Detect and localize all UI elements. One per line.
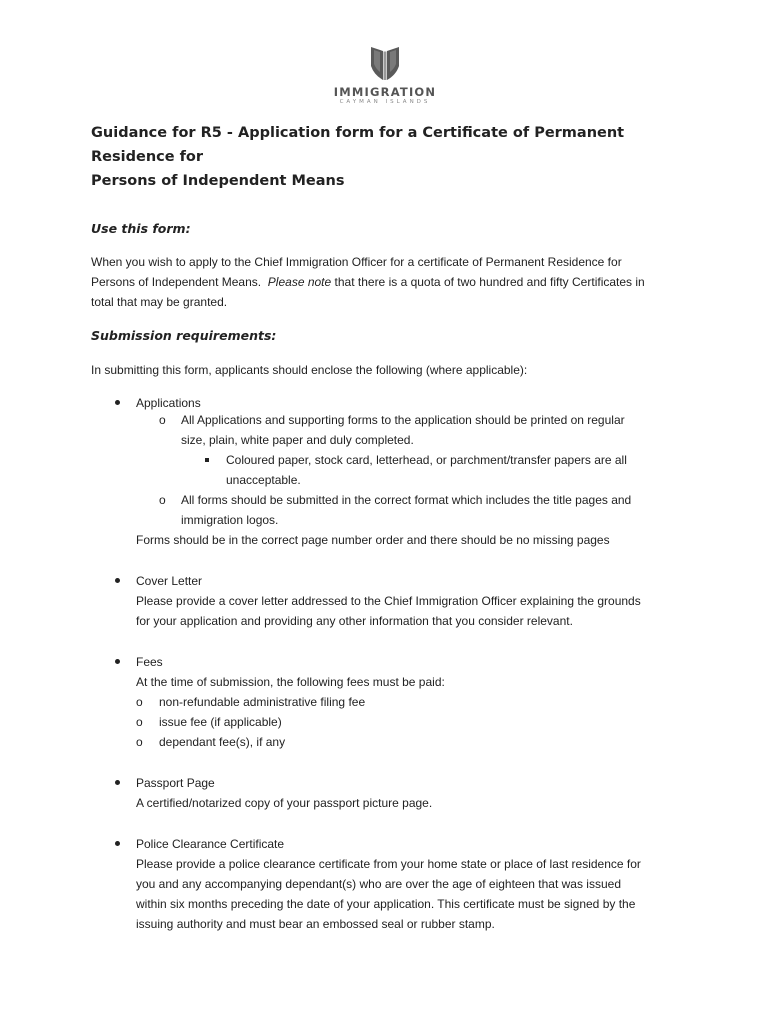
- use-form-heading: Use this form:: [91, 221, 191, 236]
- use-form-line-3: total that may be granted.: [91, 295, 228, 309]
- applications-sub2-line-2: immigration logos.: [181, 513, 279, 527]
- circle-bullet-icon: o: [136, 695, 143, 709]
- bullet-icon: [115, 841, 120, 846]
- logo-wordmark: IMMIGRATION: [333, 85, 437, 99]
- police-line-2: you and any accompanying dependant(s) who are over the age of eighteen that was issued: [136, 877, 621, 891]
- police-line-3: within six months preceding the date of your application. This certificate must be signed by the: [136, 897, 636, 911]
- fees-label: Fees: [136, 655, 163, 669]
- applications-sub1-line-1: All Applications and supporting forms to the application should be printed on regular: [181, 413, 625, 427]
- submission-intro: In submitting this form, applicants should enclose the following (where applicable):: [91, 363, 528, 377]
- use-form-line-2a: Persons of Independent Means.: [91, 275, 262, 289]
- applications-subsub-line-2: unacceptable.: [226, 473, 301, 487]
- bullet-icon: [115, 400, 120, 405]
- circle-bullet-icon: o: [159, 493, 166, 507]
- cover-letter-line-1: Please provide a cover letter addressed to the Chief Immigration Officer explaining the grounds: [136, 594, 641, 608]
- use-form-line-2b: that there is a quota of two hundred and fifty Certificates in: [334, 275, 645, 289]
- shield-icon: [368, 44, 402, 82]
- submission-heading: Submission requirements:: [91, 328, 277, 343]
- use-form-line-1: When you wish to apply to the Chief Immigration Officer for a certificate of Permanent Residence for: [91, 255, 622, 269]
- logo-subtitle: CAYMAN ISLANDS: [339, 99, 431, 105]
- fee-item: non-refundable administrative filing fee: [159, 695, 366, 709]
- police-line-4: issuing authority and must bear an embossed seal or rubber stamp.: [136, 917, 495, 931]
- immigration-logo: [330, 44, 440, 106]
- title-line-2: Persons of Independent Means: [91, 173, 345, 189]
- bullet-icon: [115, 780, 120, 785]
- applications-subsub-line-1: Coloured paper, stock card, letterhead, or parchment/transfer papers are all: [226, 453, 627, 467]
- square-bullet-icon: [205, 458, 209, 462]
- fees-intro: At the time of submission, the following fees must be paid:: [136, 675, 445, 689]
- fee-item: issue fee (if applicable): [159, 715, 282, 729]
- cover-letter-line-2: for your application and providing any other information that you consider relevant.: [136, 614, 573, 628]
- passport-label: Passport Page: [136, 776, 215, 790]
- fee-item: dependant fee(s), if any: [159, 735, 286, 749]
- circle-bullet-icon: o: [159, 413, 166, 427]
- circle-bullet-icon: o: [136, 735, 143, 749]
- applications-sub2-line-1: All forms should be submitted in the correct format which includes the title pages and: [181, 493, 632, 507]
- circle-bullet-icon: o: [136, 715, 143, 729]
- bullet-icon: [115, 659, 120, 664]
- applications-label: Applications: [136, 396, 201, 410]
- applications-sub1-line-2: size, plain, white paper and duly completed.: [181, 433, 414, 447]
- passport-line-1: A certified/notarized copy of your passport picture page.: [136, 796, 433, 810]
- title-line-1: Guidance for R5 - Application form for a Certificate of Permanent Residence for: [91, 125, 625, 165]
- please-note-emphasis: Please note: [267, 275, 332, 289]
- document-title: [91, 121, 711, 193]
- use-form-paragraph: [91, 252, 701, 312]
- cover-letter-label: Cover Letter: [136, 574, 203, 588]
- bullet-icon: [115, 578, 120, 583]
- applications-note: Forms should be in the correct page number order and there should be no missing pages: [136, 533, 610, 547]
- police-label: Police Clearance Certificate: [136, 837, 285, 851]
- use-form-line-2: [91, 272, 701, 292]
- police-line-1: Please provide a police clearance certificate from your home state or place of last residence for: [136, 857, 641, 871]
